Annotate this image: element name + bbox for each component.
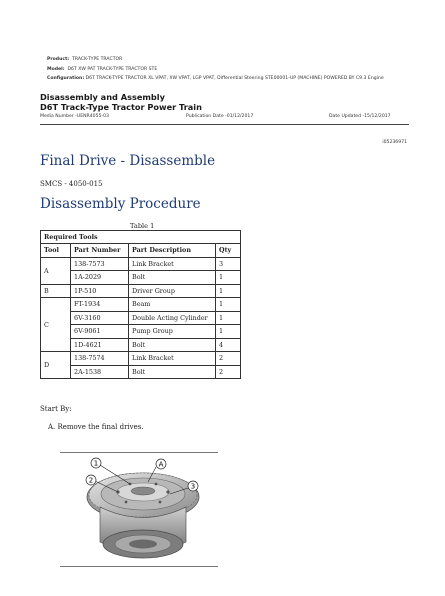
table-row bbox=[41, 365, 241, 379]
part-description-cell: Bolt bbox=[129, 365, 216, 379]
callout-a bbox=[156, 459, 166, 469]
part-number-cell: 1D-4621 bbox=[71, 338, 129, 352]
product-label: Product: bbox=[47, 57, 70, 62]
configuration-line bbox=[47, 76, 384, 81]
svg-text:A: A bbox=[158, 460, 164, 469]
column-header-part-number: Part Number bbox=[71, 244, 129, 258]
part-description-cell: Link Bracket bbox=[129, 257, 216, 271]
table-row bbox=[41, 298, 241, 312]
table-row bbox=[41, 352, 241, 366]
header-divider bbox=[40, 124, 409, 125]
smcs-code: SMCS - 4050-015 bbox=[40, 180, 103, 188]
table-caption: Table 1 bbox=[130, 222, 155, 230]
part-description-cell: Driver Group bbox=[129, 284, 216, 298]
tool-cell: D bbox=[41, 352, 71, 379]
part-number-cell: 2A-1538 bbox=[71, 365, 129, 379]
part-number-cell: 138-7573 bbox=[71, 257, 129, 271]
document-id: i05236971 bbox=[382, 140, 407, 145]
required-tools-table bbox=[40, 230, 241, 379]
page-title: Final Drive - Disassemble bbox=[40, 153, 216, 169]
table-title: Required Tools bbox=[41, 231, 241, 244]
column-header-tool: Tool bbox=[41, 244, 71, 258]
table-row bbox=[41, 257, 241, 271]
callout-3 bbox=[188, 481, 198, 491]
part-description-cell: Bolt bbox=[129, 338, 216, 352]
qty-cell: 1 bbox=[216, 284, 241, 298]
part-description-cell: Link Bracket bbox=[129, 352, 216, 366]
tool-cell: A bbox=[41, 257, 71, 284]
document-title: Disassembly and Assembly bbox=[40, 92, 165, 102]
model-value: D6T XW PAT TRACK-TYPE TRACTOR STE bbox=[67, 67, 158, 72]
part-number-cell: FT-1934 bbox=[71, 298, 129, 312]
callout-1 bbox=[91, 458, 101, 468]
table-row bbox=[41, 325, 241, 339]
step-a: A. Remove the final drives. bbox=[48, 423, 144, 431]
table-row bbox=[41, 311, 241, 325]
model-line bbox=[47, 67, 157, 72]
final-drive-illustration bbox=[60, 452, 220, 566]
figure-bottom-rule bbox=[60, 566, 218, 567]
part-number-cell: 138-7574 bbox=[71, 352, 129, 366]
column-header-qty: Qty bbox=[216, 244, 241, 258]
table-row bbox=[41, 284, 241, 298]
date-updated: Date Updated -15/12/2017 bbox=[329, 114, 391, 119]
part-number-cell: 6V-9061 bbox=[71, 325, 129, 339]
publication-date: Publication Date -01/12/2017 bbox=[186, 114, 254, 119]
configuration-label: Configuration: bbox=[47, 76, 85, 81]
part-description-cell: Double Acting Cylinder bbox=[129, 311, 216, 325]
part-number-cell: 1P-510 bbox=[71, 284, 129, 298]
svg-text:1: 1 bbox=[93, 459, 99, 468]
svg-text:3: 3 bbox=[190, 482, 196, 491]
part-description-cell: Beam bbox=[129, 298, 216, 312]
qty-cell: 4 bbox=[216, 338, 241, 352]
qty-cell: 3 bbox=[216, 257, 241, 271]
part-description-cell: Bolt bbox=[129, 271, 216, 285]
qty-cell: 2 bbox=[216, 365, 241, 379]
tool-cell: B bbox=[41, 284, 71, 298]
part-number-cell: 6V-3160 bbox=[71, 311, 129, 325]
table-row bbox=[41, 271, 241, 285]
part-number-cell: 1A-2029 bbox=[71, 271, 129, 285]
start-by-label: Start By: bbox=[40, 405, 72, 413]
product-line bbox=[47, 57, 122, 62]
model-label: Model: bbox=[47, 67, 65, 72]
qty-cell: 2 bbox=[216, 352, 241, 366]
qty-cell: 1 bbox=[216, 325, 241, 339]
configuration-value: D6T TRACK-TYPE TRACTOR XL VPAT, XW VPAT, LGP VPAT, Differential Steering STE00001-UP (MACHINE) POWERED BY C9.3 Engine bbox=[85, 76, 384, 81]
section-title: Disassembly Procedure bbox=[40, 196, 201, 212]
qty-cell: 1 bbox=[216, 271, 241, 285]
media-number: Media Number -UENR4055-03 bbox=[40, 114, 109, 119]
qty-cell: 1 bbox=[216, 311, 241, 325]
part-description-cell: Pump Group bbox=[129, 325, 216, 339]
table-row bbox=[41, 338, 241, 352]
product-value: TRACK-TYPE TRACTOR bbox=[72, 57, 123, 62]
document-subtitle: D6T Track-Type Tractor Power Train bbox=[40, 102, 202, 112]
svg-text:2: 2 bbox=[88, 476, 94, 485]
tool-cell: C bbox=[41, 298, 71, 352]
callout-2 bbox=[86, 475, 96, 485]
qty-cell: 1 bbox=[216, 298, 241, 312]
column-header-part-description: Part Description bbox=[129, 244, 216, 258]
final-drive-drawing bbox=[60, 452, 220, 566]
